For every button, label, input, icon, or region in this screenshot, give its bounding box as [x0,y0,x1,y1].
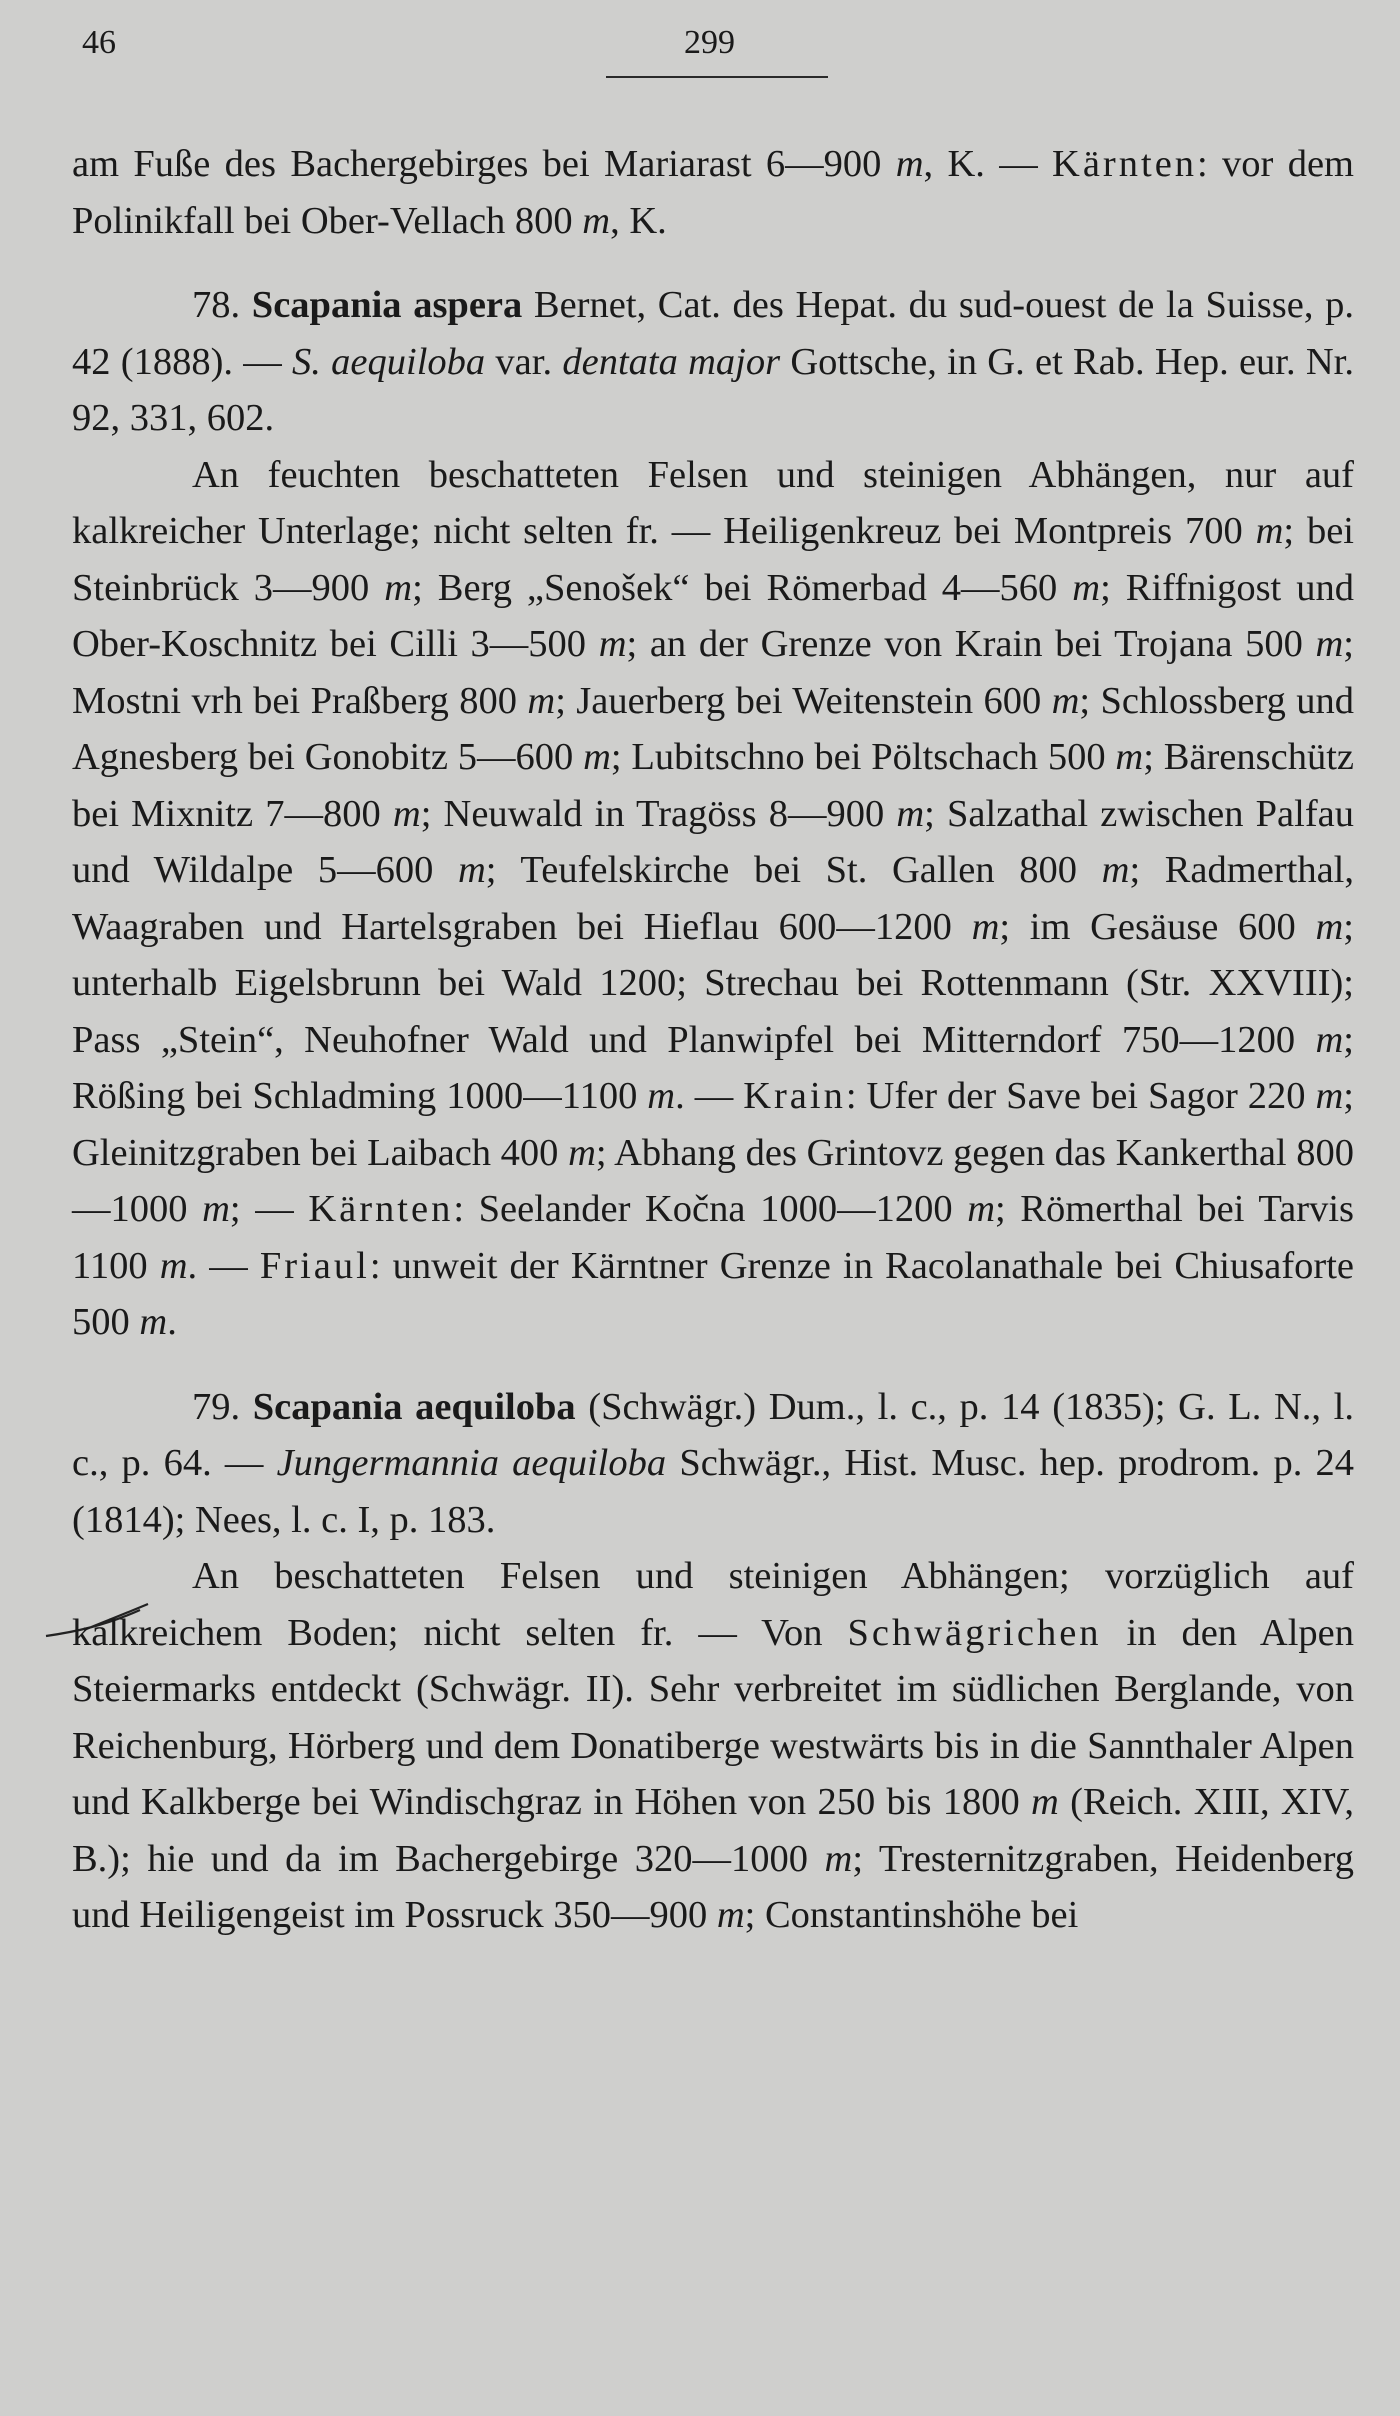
italic-text: m [1072,566,1101,609]
paragraph [72,277,1354,447]
text-run: , K. — [923,143,1053,185]
italic-text: S. aequiloba [292,340,486,383]
italic-text: dentata major [562,340,781,383]
italic-text: m [1101,849,1130,891]
region-name: Kärnten [308,1188,454,1230]
text-run: ; Salzathal zwischen Palfau und Wildalpe 5—600 [72,792,1354,891]
italic-text: m [716,1894,745,1936]
paragraph [72,447,1354,1351]
text-run: An feuchten beschatteten Felsen und steinigen Abhängen, nur auf kalkreicher Unterlage; nicht selten fr. — Heiligenkreuz bei Montpreis 700 [72,453,1354,552]
text-run: ; Jauerberg bei Weitenstein 600 [555,679,1052,722]
italic-text: m [967,1188,995,1230]
text-run: ; Radmerthal, Waagraben und Hartelsgraben bei Hieflau 600—1200 [72,849,1354,948]
text-run: . [167,1301,177,1343]
text-run: (Schwägr.) Dum., l. c., p. 14 (1835); G. L. N., l. c., p. 64. — [72,1385,1354,1484]
text-run: ; bei Steinbrück 3—900 [72,510,1354,609]
italic-text: m [583,736,611,778]
species-name: Scapania aequiloba [252,1385,576,1428]
text-run: ; Abhang des Grintovz gegen das Kankerthal 800—1000 [72,1131,1355,1230]
paragraph [72,1379,1354,1549]
italic-text: m [1255,510,1284,552]
italic-text: m [159,1244,188,1287]
text-run: var. [485,340,563,383]
region-name: Schwägrichen [847,1611,1102,1654]
italic-text: m [1315,1075,1344,1117]
region-name: Kärnten [1052,143,1198,185]
text-run: 79. [192,1385,253,1428]
italic-text: m [1315,905,1344,948]
paragraph-gap [72,1351,1354,1379]
text-run: (Reich. XIII, XIV, B.); hie und da im Bachergebirge 320—1000 [72,1781,1354,1880]
italic-text: m [582,199,611,242]
text-run: ; Berg „Senošek“ bei Römerbad 4—560 [412,566,1073,609]
paragraph [72,136,1354,249]
text-run: ; Neuwald in Tragöss 8—900 [420,792,897,835]
italic-text: m [824,1837,853,1880]
italic-text: m [392,792,421,835]
page-number-center: 299 [684,24,735,61]
italic-text: m [384,566,413,609]
text-run: : unweit der Kärntner Grenze in Racolanathale bei Chiusaforte 500 [72,1244,1354,1343]
italic-text: Jungermannia aequiloba [276,1442,667,1484]
text-run: ; im Gesäuse 600 [999,905,1316,948]
text-run: ; Teufelskirche bei St. Gallen 800 [485,849,1102,891]
text-run: Gottsche, in G. et Rab. Hep. eur. Nr. 92, 331, 602. [72,340,1354,439]
italic-text: m [568,1131,596,1174]
region-name: Friaul [259,1244,370,1287]
italic-text: m [647,1075,676,1117]
text-run: Schwägr., Hist. Musc. hep. prodrom. p. 24 (1814); Nees, l. c. I, p. 183. [72,1442,1355,1541]
text-run: . — [675,1075,744,1117]
italic-text: m [1051,679,1080,722]
italic-text: m [1315,623,1344,665]
text-run: An beschatteten Felsen und steinigen Abhängen; vorzüglich auf kalkreichem Boden; nicht selten fr. — Von [72,1555,1354,1654]
text-run: ; Gleinitzgraben bei Laibach 400 [72,1075,1354,1174]
italic-text: m [971,905,1000,948]
paragraph [72,1548,1354,1944]
header-rule [606,76,828,78]
text-run: . — [187,1244,260,1287]
text-run: ; Lubitschno bei Pöltschach 500 [610,736,1116,778]
italic-text: m [598,623,627,665]
italic-text: m [139,1301,168,1343]
text-run: ; unterhalb Eigelsbrunn bei Wald 1200; Strechau bei Rottenmann (Str. XXVIII); Pass „Stein“, Neuhofner Wald und Planwipfel bei Mitterndorf 750—1200 [72,905,1354,1061]
text-run: ; — [229,1188,309,1230]
species-name: Scapania aspera [251,284,523,326]
text-run: ; Riffnigost und Ober-Koschnitz bei Cilli 3—500 [72,566,1354,665]
text-run: : Ufer der Save bei Sagor 220 [845,1075,1316,1117]
italic-text: m [527,679,556,722]
text-run: ; Rößing bei Schladming 1000—1100 [72,1018,1354,1117]
paragraph-gap [72,249,1354,277]
italic-text: m [202,1188,230,1230]
text-run: ; Bärenschütz bei Mixnitz 7—800 [72,736,1354,835]
text-run: , K. [610,199,667,242]
italic-text: m [1115,736,1144,778]
text-run: ; Schlossberg und Agnesberg bei Gonobitz 5—600 [72,679,1354,778]
region-name: Krain [743,1075,846,1117]
text-run: ; Tresternitzgraben, Heidenberg und Heiligengeist im Possruck 350—900 [72,1837,1355,1936]
italic-text: m [457,849,486,891]
text-run: in den Alpen Steiermarks entdeckt (Schwägr. II). Sehr verbreitet im südlichen Berglande, von Reichenburg, Hörberg und dem Donatiberge westwärts bis in die Sannthaler Alpen und Kalkberge bei Windischgraz in Höhen von 250 bis 1800 [72,1611,1354,1823]
italic-text: m [895,143,924,185]
text-run: : Seelander Kočna 1000—1200 [453,1188,968,1230]
text-run: : vor dem Polinikfall bei Ober-Vellach 800 [72,143,1354,242]
text-run: am Fuße des Bachergebirges bei Mariarast 6—900 [72,143,896,185]
italic-text: m [1031,1781,1059,1823]
text-run: 78. [192,284,252,326]
text-run: ; Römerthal bei Tarvis 1100 [72,1188,1355,1287]
text-run: ; Constantinshöhe bei [744,1894,1079,1936]
text-run: ; an der Grenze von Krain bei Trojana 500 [626,623,1316,665]
italic-text: m [1315,1018,1344,1061]
text-run: ; Mostni vrh bei Praßberg 800 [72,623,1354,722]
italic-text: m [896,792,925,835]
page-body [72,136,1354,1944]
page-header [0,24,1400,84]
text-run: Bernet, Cat. des Hepat. du sud-ouest de la Suisse, p. 42 (1888). — [72,284,1354,383]
page-number-left: 46 [82,24,116,61]
